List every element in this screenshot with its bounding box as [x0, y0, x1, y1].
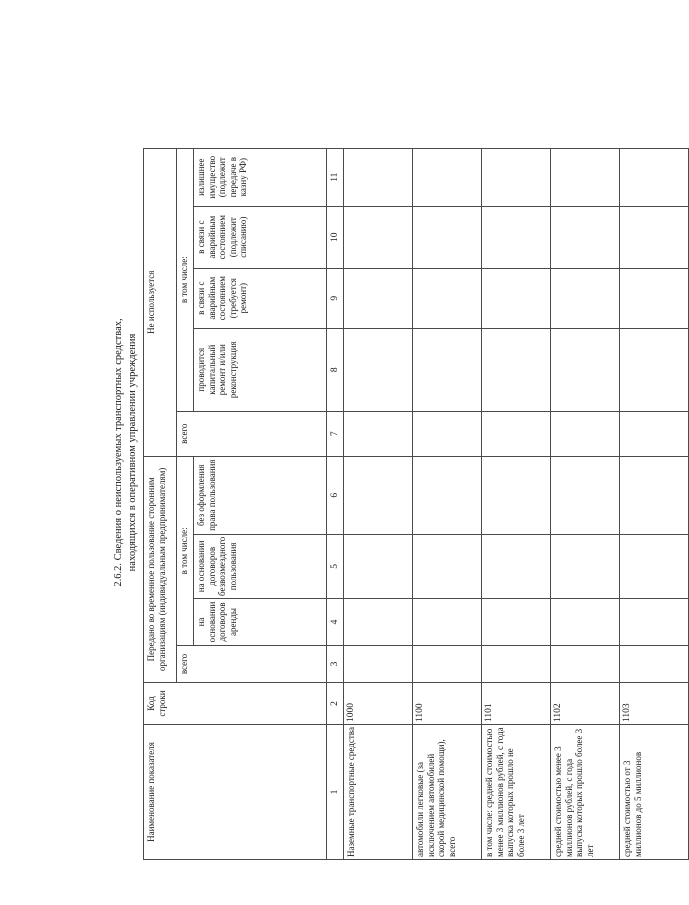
header-free-use: на основании договоров безвозмездного пользования	[194, 534, 327, 598]
data-cell	[620, 599, 689, 646]
column-number: 3	[327, 646, 344, 683]
data-cell	[551, 148, 620, 206]
column-number: 9	[327, 268, 344, 328]
document-title-line-1: 2.6.2. Сведения о неиспользуемых транспортных средствах,	[113, 318, 124, 587]
row-code: 1101	[482, 683, 551, 725]
data-cell	[551, 268, 620, 328]
data-cell	[482, 534, 551, 598]
data-cell	[344, 411, 413, 456]
column-number: 2	[327, 683, 344, 725]
column-number: 7	[327, 411, 344, 456]
table-row	[620, 148, 689, 859]
data-cell	[551, 646, 620, 683]
column-numbers-row	[327, 148, 344, 859]
table-row	[413, 148, 482, 859]
data-cell	[551, 599, 620, 646]
document-title-line-2: находящихся в оперативном управлении учреждения	[127, 333, 138, 572]
header-repair-capital: проводится капитальный ремонт и/или реконструкция	[194, 328, 327, 411]
data-cell	[413, 268, 482, 328]
row-code: 1000	[344, 683, 413, 725]
data-cell	[620, 206, 689, 268]
data-cell	[344, 148, 413, 206]
header-transferred: Передано во временное пользование сторонним организациям (индивидуальным предпринимателям)	[144, 456, 177, 682]
header-row-1	[144, 148, 177, 859]
column-number: 6	[327, 456, 344, 534]
data-cell	[551, 411, 620, 456]
data-cell	[620, 411, 689, 456]
data-cell	[482, 599, 551, 646]
data-cell	[620, 148, 689, 206]
data-cell	[620, 534, 689, 598]
header-code: Код строки	[144, 683, 327, 725]
column-number: 8	[327, 328, 344, 411]
header-no-rights: без оформления права пользования	[194, 456, 327, 534]
row-label: средней стоимостью менее 3 миллионов рублей, с года выпуска которых прошло более 3 лет	[551, 725, 620, 860]
data-cell	[482, 456, 551, 534]
data-cell	[413, 646, 482, 683]
data-cell	[413, 456, 482, 534]
data-cell	[551, 534, 620, 598]
data-cell	[344, 328, 413, 411]
data-cell	[482, 646, 551, 683]
data-cell	[344, 456, 413, 534]
data-cell	[482, 268, 551, 328]
column-number: 4	[327, 599, 344, 646]
row-code: 1102	[551, 683, 620, 725]
table-row	[551, 148, 620, 859]
row-code: 1100	[413, 683, 482, 725]
data-cell	[551, 206, 620, 268]
header-not-used: Не используется	[144, 148, 177, 456]
data-cell	[344, 534, 413, 598]
data-cell	[344, 268, 413, 328]
data-cell	[413, 148, 482, 206]
data-cell	[344, 599, 413, 646]
header-transferred-total: всего	[177, 646, 327, 683]
header-rent: на основании договоров аренды	[194, 599, 327, 646]
row-code: 1103	[620, 683, 689, 725]
row-label: в том числе: средней стоимостью менее 3 миллионов рублей, с года выпуска которых прошло не более 3 лет	[482, 725, 551, 860]
data-cell	[413, 328, 482, 411]
data-cell	[620, 456, 689, 534]
data-cell	[482, 328, 551, 411]
column-number: 10	[327, 206, 344, 268]
data-cell	[344, 646, 413, 683]
data-cell	[413, 599, 482, 646]
header-surplus: излишнее имущество (подлежит передаче в казну РФ)	[194, 148, 327, 206]
table-row	[344, 148, 413, 859]
column-number: 1	[327, 725, 344, 860]
row-label: Наземные транспортные средства	[344, 725, 413, 860]
data-cell	[413, 206, 482, 268]
data-cell	[482, 148, 551, 206]
header-transferred-incl: в том числе:	[177, 456, 194, 645]
column-number: 5	[327, 534, 344, 598]
data-cell	[551, 456, 620, 534]
row-label: автомобили легковые (за исключением автомобилей скорой медицинской помощи), всего	[413, 725, 482, 860]
data-cell	[413, 534, 482, 598]
row-label: средней стоимостью от 3 миллионов до 5 миллионов	[620, 725, 689, 860]
data-cell	[344, 206, 413, 268]
header-not-used-incl: в том числе:	[177, 148, 194, 411]
header-emergency-repair: в связи с аварийным состоянием (требуется ремонт)	[194, 268, 327, 328]
data-cell	[620, 646, 689, 683]
data-cell	[620, 268, 689, 328]
table-row	[482, 148, 551, 859]
data-cell	[413, 411, 482, 456]
header-emergency-writeoff: в связи с аварийным состоянием (подлежит списанию)	[194, 206, 327, 268]
column-number: 11	[327, 148, 344, 206]
data-cell	[482, 411, 551, 456]
header-not-used-total: всего	[177, 411, 327, 456]
data-cell	[482, 206, 551, 268]
header-name: Наименование показателя	[144, 725, 327, 860]
vehicles-table	[143, 148, 689, 860]
data-cell	[620, 328, 689, 411]
data-cell	[551, 328, 620, 411]
